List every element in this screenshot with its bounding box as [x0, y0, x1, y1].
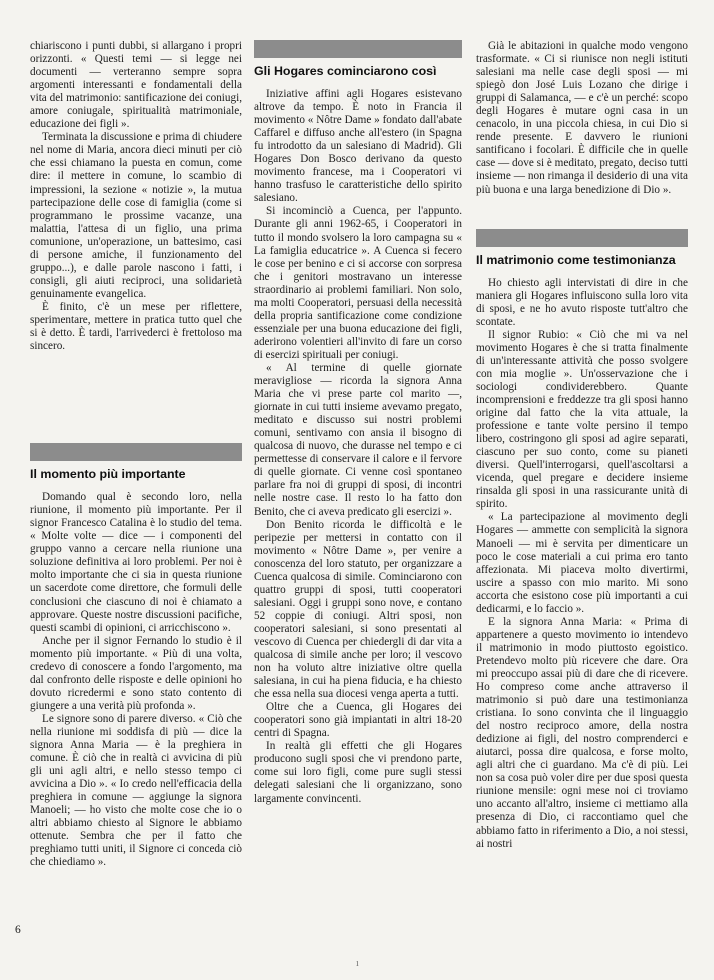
column-middle: [254, 40, 462, 806]
footer-mark: ı: [356, 958, 359, 969]
paragraph: Ho chiesto agli intervistati di dire in che maniera gli Hogares influiscono sulla loro vita di sposi, e ne ho avuto risposte tutt'altro che scontate.: [476, 276, 688, 328]
column-right: [476, 40, 688, 851]
paragraph: Già le abitazioni in qualche modo vengono trasformate. « Ci si riunisce non negli istituti salesiani ma nelle case degli sposi — mi spiegò don José Luis Lozano che dirige i gruppi di Salamanca, — e c'è un perché: scopo degli Hogares è mutare ogni casa in un cenacolo, in una piccola chiesa, in cui Dio si rende presente. E davvero le riunioni santificano i focolari. È difficile che in quelle case — dove si è meditato, pregato, deciso tutti insieme — non rimanga il desiderio di una vita più buona e una larga benedizione di Dio ».: [476, 40, 688, 196]
spacer: [30, 353, 242, 443]
section-heading: Gli Hogares cominciarono così: [254, 64, 437, 78]
paragraph: Anche per il signor Fernando lo studio è il momento più importante. « Più di una volta, credevo di conoscere a fondo l'argomento, ma dal confronto delle risposte e delle opinioni ho dovuto ricredermi e sono stato contento di giungere a una verità più profonda ».: [30, 634, 242, 712]
section-heading: Il matrimonio come testimonianza: [476, 252, 676, 267]
section-heading: Il momento più importante: [30, 467, 186, 482]
paragraph: Il signor Rubio: « Ciò che mi va nel movimento Hogares è che si tratta finalmente di un'interessante attività che posso svolgere con mia moglie ». Un'osservazione che i sociologi condividerebbero. Quante incomprensioni e freddezze tra gli sposi hanno origine dal fatto che la vita attuale, la professione e tante volte persino il tempo libero, costringono gli sposi ad agire separati, ciascuno per suo conto, come su pianeti diversi. Quell'interrogarsi, quell'ascoltarsi a vicenda, quel pregare e decidere insieme rinsalda gli sposi in una rassicurante unità di spirito.: [476, 328, 688, 511]
paragraph: Terminata la discussione e prima di chiudere nel nome di Maria, ancora dieci minuti per ciò che essi chiamano la puesta en comun, come dire: il mettere in comune, lo scambio di impressioni, la sezione « notizie », la mutua partecipazione delle cose di famiglia (come si programmano le prossime vacanze, una malattia, l'attesa di un figlio, una prima comunione, un'operazione, un battesimo, casi di persone amiche, il funzionamento del gruppo...), e dalle parole nascono i fatti, i consigli, gli aiuti reciproci, una solidarietà genuinamente evangelica.: [30, 131, 242, 300]
paragraph: Domando qual è secondo loro, nella riunione, il momento più importante. Per il signor Francesco Catalina è lo studio del tema. « Molte volte — dice — i componenti del gruppo vanno a cercare nella riunione una soluzione definitiva ai loro problemi. Per noi è molto importante che ci sia in questa riunione un sacerdote come direttore, che formuli delle conclusioni che ciascuno di noi è chiamato a approvare. Queste nostre discussioni pacifiche, questi scambi di opinioni, ci arricchiscono ».: [30, 491, 242, 634]
paragraph: « La partecipazione al movimento degli Hogares — ammette con semplicità la signora Manoeli — mi è servita per dimenticare un poco le cose materiali a cui prima ero tanto affezionata. Mi piaceva molto divertirmi, uscire a spasso con mio marito. Mi sono accorta che esistono cose più importanti a cui dedicarmi, e lo faccio ».: [476, 511, 688, 615]
spacer: [476, 197, 688, 229]
paragraph: Iniziative affini agli Hogares esistevano altrove da tempo. È noto in Francia il movimento « Nôtre Dame » fondato dall'abate Caffarel e diffuso anche all'estero (in Spagna fu introdotto da un salesiano di Madrid). Gli Hogares Don Bosco derivano da questo movimento francese, ma i Cooperatori vi hanno trasfuso le caratteristiche dello spirito salesiano.: [254, 88, 462, 205]
section-divider-bar: [254, 40, 462, 58]
paragraph: Oltre che a Cuenca, gli Hogares dei cooperatori sono già impiantati in altri 18-20 centri di Spagna.: [254, 701, 462, 740]
paragraph: In realtà gli effetti che gli Hogares producono sugli sposi che vi prendono parte, come sui loro figli, come pure sugli stessi delegati salesiani che li organizzano, sono largamente convincenti.: [254, 740, 462, 805]
paragraph: E la signora Anna Maria: « Prima di appartenere a questo movimento io intendevo il matrimonio in modo piuttosto egoistico. Pretendevo molto più ricevere che dare. Ora mi preoccupo assai più di dare che di ricevere. Ho compreso come anche attraverso il matrimonio si può dare una testimonianza cristiana. Io sono convinta che il linguaggio del nostro reciproco amore, della nostra dedizione ai figli, del nostro comprenderci e aiutarci, possa dire qualcosa, e forse molto, agli altri che ci guardano. Ma c'è di più. Lei non sa cosa può voler dire per due sposi questa riunione mensile: ogni mese noi ci troviamo uno accanto all'altro, insieme ci mettiamo alla presenza di Dio, ci raccontiamo quel che abbiamo fatto in riferimento a Dio, a noi stessi, ai nostri: [476, 615, 688, 850]
section-divider-bar: [476, 229, 688, 247]
paragraph: « Al termine di quelle giornate meravigliose — ricorda la signora Anna Maria che vi prese parte col marito —, giornate in cui tutti insieme avevamo pregato, meditato e discusso sui nostri problemi comuni, sentivamo con ansia il bisogno di qualcosa di nuovo, che durasse nel tempo e ci permettesse di conservare il calore e il fervore di quelle giornate. Ci venne così spontaneo parlare fra noi di gruppi di sposi, di incontri nelle nostre case. Il resto lo ha fatto don Benito, che ci aveva predicato gli esercizi ».: [254, 361, 462, 518]
column-left: [30, 40, 242, 869]
paragraph: chiariscono i punti dubbi, si allargano i propri orizzonti. « Questi temi — si legge nei documenti — verteranno sempre sopra argomenti interessanti e fondamentali della vita del matrimonio: santificazione dei coniugi, amore coniugale, spiritualità matrimoniale, educazione dei figli ».: [30, 40, 242, 131]
paragraph: Si incominciò a Cuenca, per l'appunto. Durante gli anni 1962-65, i Cooperatori in tutto il mondo svolsero la loro campagna su « La famiglia educatrice ». A Cuenca si fecero le cose per benino e ci si accorse con sorpresa che i genitori mostravano un interesse straordinario ai problemi familiari. Non solo, ma molti Cooperatori, persuasi della necessità della propria santificazione come condizione essenziale per una buona educazione dei figli, aderirono volentieri all'invito di fare un corso di esercizi spirituali per coniugi.: [254, 205, 462, 361]
paragraph: Don Benito ricorda le difficoltà e le peripezie per mettersi in contatto con il movimento « Nôtre Dame », per venire a conoscenza del loro statuto, per organizzare a Cuenca qualcosa di simile. Cominciarono con quattro gruppi di sposi, tutti cooperatori salesiani. Oggi i gruppi sono nove, e contano 52 coppie di coniugi. Altri sposi, non cooperatori salesiani, si sono presentati al vescovo di Cuenca per chiedergli di dar vita a qualcosa di simile anche per loro; il vescovo non ha voluto altre iniziative oltre quella salesiana, in cui ha piena fiducia, e ha chiesto che essa nella sua diocesi venga aperta a tutti.: [254, 518, 462, 701]
paragraph: È finito, c'è un mese per riflettere, sperimentare, mettere in pratica tutto quel che si è detto. È tardi, l'arrivederci è frettoloso ma sincero.: [30, 300, 242, 353]
page-number: 6: [15, 924, 21, 936]
section-divider-bar: [30, 443, 242, 461]
paragraph: Le signore sono di parere diverso. « Ciò che nella riunione mi soddisfa di più — dice la signora Anna Maria — è la preghiera in comune. È ciò che in realtà ci avvicina di più gli uni agli altri, e nello stesso tempo ci avvicina a Dio ». « Io credo nell'efficacia della preghiera in comune — aggiunge la signora Manoeli; — ho visto che molte cose che io o altri abbiamo chiesto al Signore le abbiamo ottenute. Sembra che per il fatto che preghiamo tutti uniti, il Signore ci conceda ciò che chiediamo ».: [30, 712, 242, 869]
